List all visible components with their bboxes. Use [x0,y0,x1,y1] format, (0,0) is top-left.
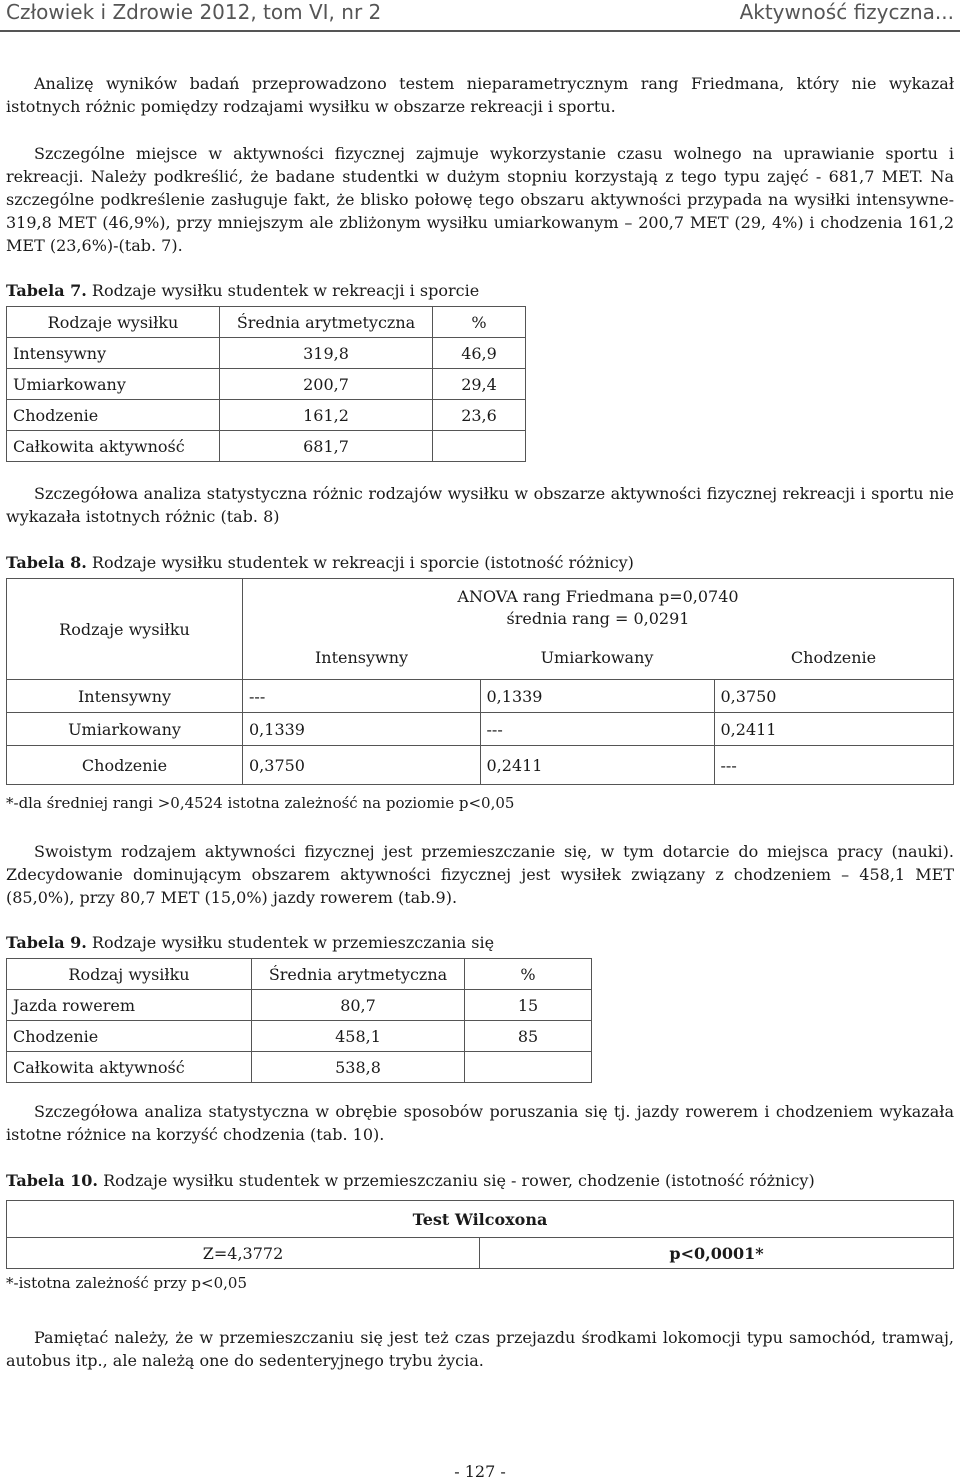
table8 [6,578,954,785]
table10-label: Tabela 10. [6,1171,98,1190]
table8-caption [6,552,634,574]
table-row: Intensywny 319,8 46,9 [7,338,526,369]
table10-title: Rodzaje wysiłku studentek w przemieszczaniu się - rower, chodzenie (istotność różnicy) [103,1171,815,1190]
table9-label: Tabela 9. [6,933,87,952]
table10-caption [6,1170,815,1192]
table8-note: *-dla średniej rangi >0,4524 istotna zależność na poziomie p<0,05 [6,794,515,812]
table10-note: *-istotna zależność przy p<0,05 [6,1274,247,1292]
paragraph-6: Pamiętać należy, że w przemieszczaniu się jest też czas przejazdu środkami lokomocji typu samochód, tramwaj, autobus itp., ale należą one do sedenteryjnego trybu życia. [6,1328,954,1370]
table-header-row: Rodzaje wysiłku Średnia arytmetyczna % [7,307,526,338]
paragraph-3: Szczegółowa analiza statystyczna różnic rodzajów wysiłku w obszarze aktywności fizycznej rekreacji i sportu nie wykazała istotnych różnic (tab. 8) [6,484,954,526]
running-header [0,0,960,32]
table-row: Chodzenie 161,2 23,6 [7,400,526,431]
table8-label: Tabela 8. [6,553,87,572]
table-header-row: Test Wilcoxona [7,1201,954,1238]
section-title: Aktywność fizyczna... [739,0,954,24]
table-row: Umiarkowany 200,7 29,4 [7,369,526,400]
paragraph-2: Szczególne miejsce w aktywności fizycznej zajmuje wykorzystanie czasu wolnego na uprawianie sportu i rekreacji. Należy podkreślić, że badane studentki w dużym stopniu korzystają z tego typu zajęć - 681,7 MET. Na szczególne podkreślenie zasługuje fakt, że blisko połowę tego obszaru aktywności przypada na wysiłki intensywne- 319,8 MET (46,9%), przy mniejszym ale zbliżonym wysiłku umiarkowanym – 200,7 MET (29, 4%) i chodzenia 161,2 MET (23,6%)-(tab. 7). [6,144,954,255]
table7-caption [6,280,479,302]
table-row: Umiarkowany 0,1339 --- 0,2411 [7,713,954,746]
table9-title: Rodzaje wysiłku studentek w przemieszczania się [91,933,495,952]
table-row: Z=4,3772 p<0,0001* [7,1238,954,1269]
table7 [6,306,526,462]
paragraph-5: Szczegółowa analiza statystyczna w obrębie sposobów poruszania się tj. jazdy rowerem i chodzeniem wykazała istotne różnice na korzyść chodzenia (tab. 10). [6,1102,954,1144]
paragraph-4: Swoistym rodzajem aktywności fizycznej jest przemieszczanie się, w tym dotarcie do miejsca pracy (nauki). Zdecydowanie dominującym obszarem aktywności fizycznej jest wysiłek związany z chodzeniem – 458,1 MET (85,0%), przy 80,7 MET (15,0%) jazdy rowerem (tab.9). [6,842,954,907]
table-row: Jazda rowerem 80,7 15 [7,990,592,1021]
journal-title: Człowiek i Zdrowie 2012, tom VI, nr 2 [6,0,382,24]
table7-label: Tabela 7. [6,281,87,300]
table9-caption [6,932,494,954]
table9 [6,958,592,1083]
table-row: Całkowita aktywność 538,8 [7,1052,592,1083]
table-row: Chodzenie 0,3750 0,2411 --- [7,746,954,785]
paragraph-1: Analizę wyników badań przeprowadzono testem nieparametrycznym rang Friedmana, który nie wykazał istotnych różnic pomiędzy rodzajami wysiłku w obszarze rekreacji i sportu. [6,74,954,116]
table-row: Całkowita aktywność 681,7 [7,431,526,462]
table-header-row: Rodzaje wysiłku ANOVA rang Friedmana p=0,0740 średnia rang = 0,0291 [7,579,954,637]
table-row: Intensywny --- 0,1339 0,3750 [7,680,954,713]
table8-title: Rodzaje wysiłku studentek w rekreacji i sporcie (istotność różnicy) [91,553,634,572]
page-number: - 127 - [454,1462,506,1481]
table-row: Chodzenie 458,1 85 [7,1021,592,1052]
table7-title: Rodzaje wysiłku studentek w rekreacji i sporcie [91,281,480,300]
table-header-row: Rodzaj wysiłku Średnia arytmetyczna % [7,959,592,990]
table10 [6,1200,954,1269]
table-subheader-row: Intensywny Umiarkowany Chodzenie [7,636,954,679]
anova-header: ANOVA rang Friedmana p=0,0740 średnia rang = 0,0291 [243,579,954,637]
